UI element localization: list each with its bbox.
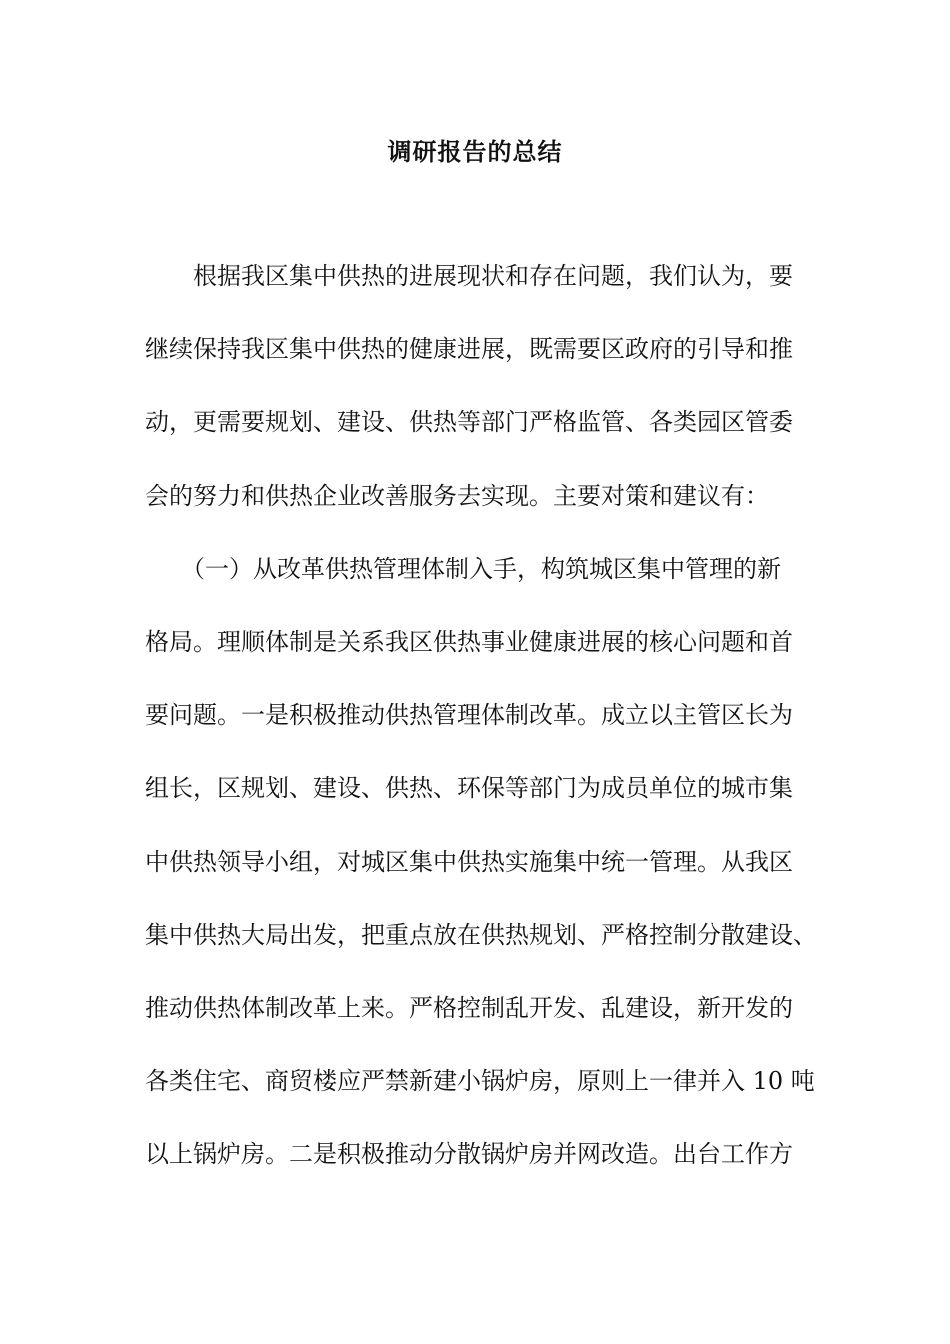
document-body xyxy=(145,256,815,1207)
body-line: 各类住宅、商贸楼应严禁新建小锅炉房，原则上一律并入 10 吨 xyxy=(145,1067,815,1096)
body-line: 格局。理顺体制是关系我区供热事业健康进展的核心问题和首 xyxy=(145,627,793,656)
body-line: 中供热领导小组，对城区集中供热实施集中统一管理。从我区 xyxy=(145,847,793,876)
body-line: 继续保持我区集中供热的健康进展，既需要区政府的引导和推 xyxy=(145,335,793,364)
body-line: 根据我区集中供热的进展现状和存在问题，我们认为，要 xyxy=(145,262,793,290)
document-title: 调研报告的总结 xyxy=(387,137,563,166)
body-line: 推动供热体制改革上来。严格控制乱开发、乱建设，新开发的 xyxy=(145,993,793,1022)
body-line: 组长，区规划、建设、供热、环保等部门为成员单位的城市集 xyxy=(145,774,793,803)
body-line: 以上锅炉房。二是积极推动分散锅炉房并网改造。出台工作方 xyxy=(145,1140,793,1169)
body-line: 集中供热大局出发，把重点放在供热规划、严格控制分散建设、 xyxy=(145,920,817,949)
body-line: 动，更需要规划、建设、供热等部门严格监管、各类园区管委 xyxy=(145,408,793,437)
body-line: （一）从改革供热管理体制入手，构筑城区集中管理的新 xyxy=(145,554,781,583)
body-line: 要问题。一是积极推动供热管理体制改革。成立以主管区长为 xyxy=(145,701,793,730)
body-line: 会的努力和供热企业改善服务去实现。主要对策和建议有： xyxy=(145,481,769,510)
